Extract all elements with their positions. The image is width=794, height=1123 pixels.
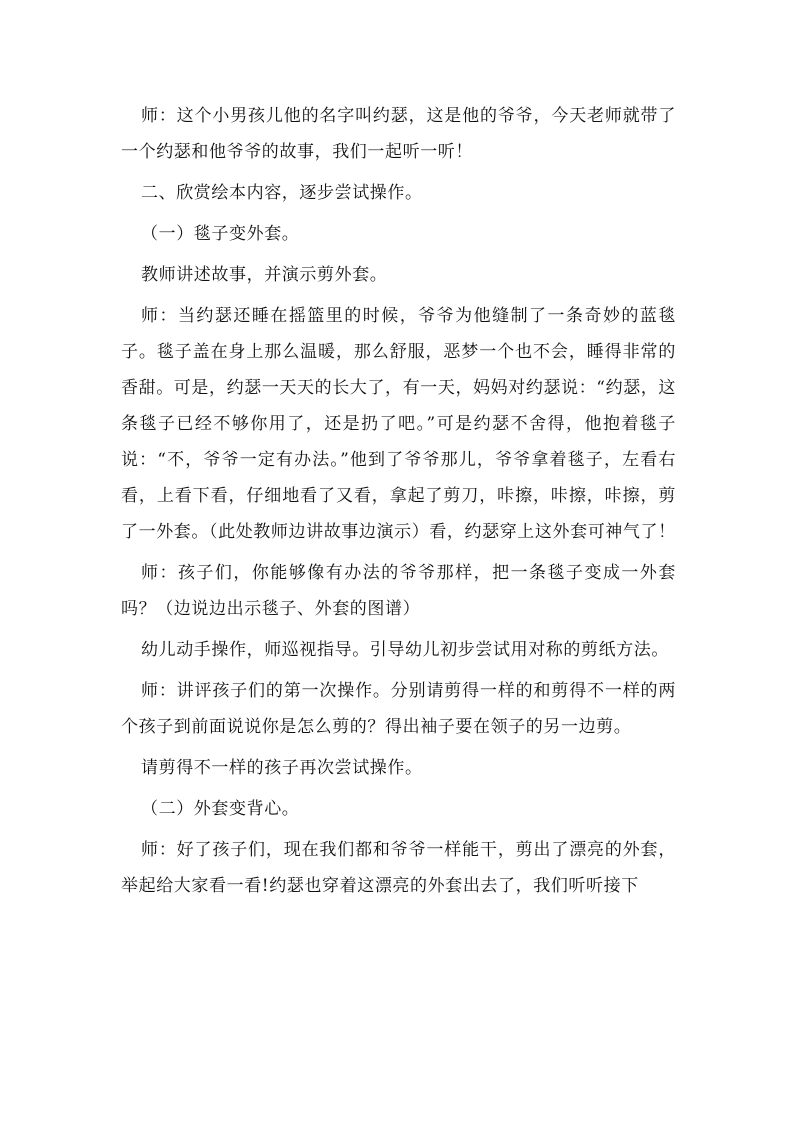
subsection-heading-blanket-to-coat: （一）毯子变外套。 xyxy=(141,224,300,244)
paragraph-children-operate: 幼儿动手操作，师巡视指导。引导幼儿初步尝试用对称的剪纸方法。 xyxy=(141,640,669,660)
paragraph-teacher-question: 师：孩子们，你能够像有办法的爷爷那样，把一条毯子变成一外套吗？（边说边出示毯子、外套的图谱） xyxy=(121,563,676,619)
subsection-heading-coat-to-vest: （二）外套变背心。 xyxy=(141,799,300,819)
paragraph-teacher-review: 师：讲评孩子们的第一次操作。分别请剪得一样的和剪得不一样的两个孩子到前面说说你是怎么剪的？得出袖子要在领子的另一边剪。 xyxy=(121,681,676,737)
paragraph-teacher-continue: 师：好了孩子们，现在我们都和爷爷一样能干，剪出了漂亮的外套，举起给大家看一看!约瑟也穿着这漂亮的外套出去了，我们听听接下 xyxy=(121,840,676,896)
document-body xyxy=(121,98,676,909)
paragraph-retry: 请剪得不一样的孩子再次尝试操作。 xyxy=(141,758,423,778)
paragraph-teacher-intro: 师：这个小男孩儿他的名字叫约瑟，这是他的爷爷，今天老师就带了一个约瑟和他爷爷的故事，我们一起听一听！ xyxy=(121,106,676,162)
paragraph-teacher-narrates: 教师讲述故事，并演示剪外套。 xyxy=(141,265,388,285)
section-heading-appreciate: 二、欣赏绘本内容，逐步尝试操作。 xyxy=(141,183,423,203)
paragraph-story: 师：当约瑟还睡在摇篮里的时候，爷爷为他缝制了一条奇妙的蓝毯子。毯子盖在身上那么温暖，那么舒服，恶梦一个也不会，睡得非常的香甜。可是，约瑟一天天的长大了，有一天，妈妈对约瑟说：“约瑟，这条毯子已经不够你用了，还是扔了吧。”可是约瑟不舍得，他抱着毯子说：“不，爷爷一定有办法。”他到了爷爷那儿，爷爷拿着毯子，左看右看，上看下看，仔细地看了又看，拿起了剪刀，咔擦，咔擦，咔擦，剪了一外套。（此处教师边讲故事边演示）看，约瑟穿上这外套可神气了！ xyxy=(121,306,676,542)
